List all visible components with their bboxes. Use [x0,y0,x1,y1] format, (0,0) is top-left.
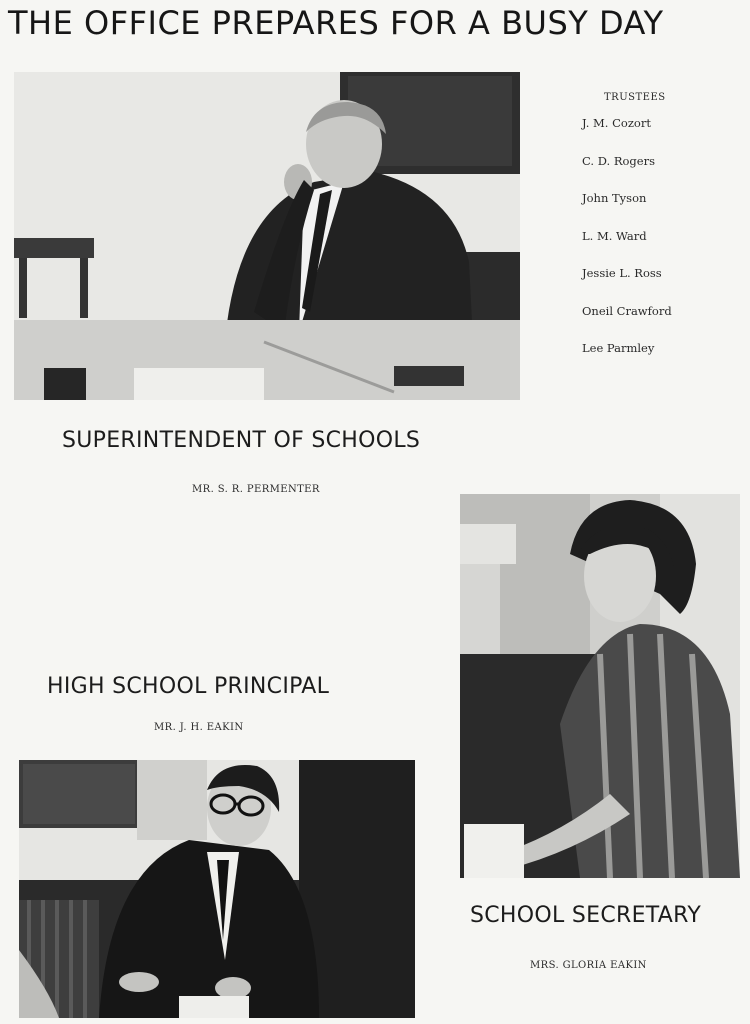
superintendent-photo [14,72,520,400]
secretary-caption: SCHOOL SECRETARY [470,903,702,928]
page-title: THE OFFICE PREPARES FOR A BUSY DAY [8,4,664,42]
superintendent-name: MR. S. R. PERMENTER [192,484,320,495]
trustee-name: C. D. Rogers [582,153,655,168]
secretary-name: MRS. GLORIA EAKIN [530,960,647,971]
principal-caption: HIGH SCHOOL PRINCIPAL [47,674,330,699]
trustee-name: Lee Parmley [582,341,655,355]
trustees-heading: TRUSTEES [604,92,666,103]
trustee-name: Oneil Crawford [582,303,672,318]
superintendent-caption: SUPERINTENDENT OF SCHOOLS [62,428,421,453]
trustee-name: J. M. Cozort [582,116,651,130]
secretary-photo [460,494,740,878]
principal-photo [19,760,415,1018]
trustee-name: Jessie L. Ross [582,266,662,280]
trustees-list [582,92,732,379]
principal-name: MR. J. H. EAKIN [154,722,244,733]
trustee-name: John Tyson [582,191,647,205]
trustee-name: L. M. Ward [582,228,647,243]
